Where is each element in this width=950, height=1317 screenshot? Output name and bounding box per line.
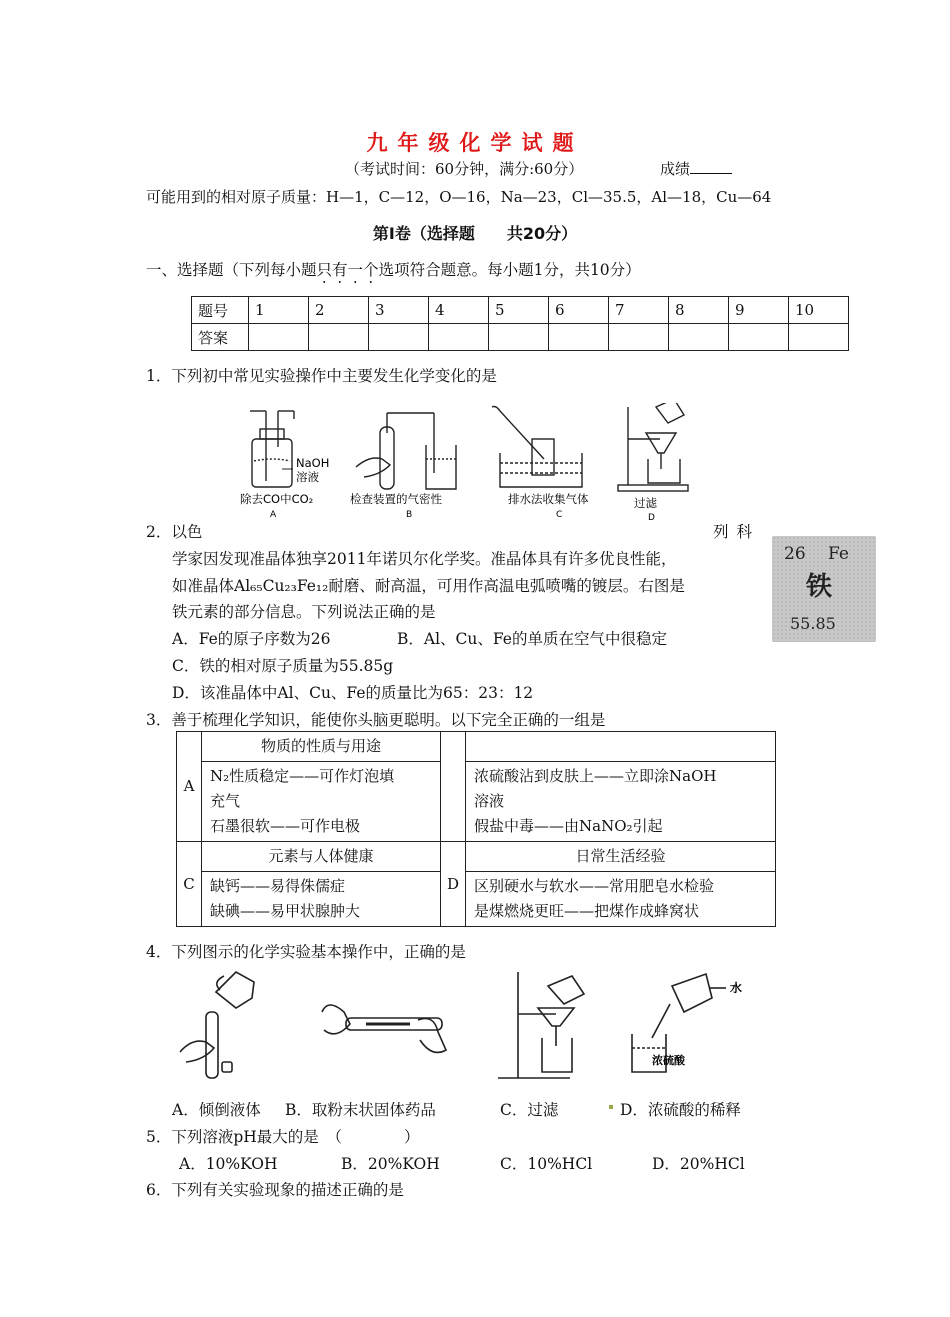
q1-apparatus-figure	[230, 403, 700, 523]
q1-caption-d: 过滤	[634, 496, 657, 510]
q3-a-body	[202, 762, 441, 842]
q2-line3: 如准晶体Al₆₅Cu₂₃Fe₁₂耐磨、耐高温，可用作高温电弧喷嘴的镀层。右图是	[172, 577, 685, 595]
q1-caption-a: 除去CO中CO₂	[240, 492, 314, 506]
q1-stem: 1．下列初中常见实验操作中主要发生化学变化的是	[146, 367, 497, 385]
powder-spatula-icon	[322, 1005, 446, 1052]
answer-cell[interactable]	[609, 324, 669, 351]
part1-prefix: 一、选择题（下列每小题	[146, 261, 317, 279]
answer-table	[191, 296, 849, 351]
naoh-label-2: 溶液	[296, 470, 319, 484]
answer-table-row2-label: 答案	[192, 324, 249, 351]
answer-cell[interactable]	[309, 324, 369, 351]
q5-option-b[interactable]: B．20%KOH	[341, 1155, 440, 1173]
q2-line1-right: 列科	[713, 523, 761, 541]
q3-d-head: 日常生活经验	[466, 842, 776, 872]
q4-operations-figure	[170, 968, 770, 1086]
q2-line2: 学家因发现准晶体独享2011年诺贝尔化学奖。准晶体具有许多优良性能，	[172, 550, 677, 568]
q5-option-c[interactable]: C．10%HCl	[500, 1155, 593, 1173]
answer-table-row1-label: 题号	[192, 297, 249, 324]
emphasis-char: 个	[363, 261, 379, 279]
q2-line1-left: 2．以色	[146, 523, 203, 541]
answer-cell[interactable]	[429, 324, 489, 351]
answer-cell[interactable]	[729, 324, 789, 351]
water-displacement-icon	[492, 407, 582, 488]
gas-washing-bottle-icon	[250, 411, 294, 487]
q3-b-line: 浓硫酸沾到皮肤上——立即涂NaOH	[474, 767, 717, 785]
acid-label: 浓硫酸	[652, 1054, 685, 1067]
q3-c-head: 元素与人体健康	[202, 842, 441, 872]
answer-table-number: 10	[789, 297, 849, 324]
q4-option-d[interactable]: D．浓硫酸的稀释	[620, 1101, 741, 1119]
q1-caption-b: 检查装置的气密性	[350, 492, 442, 506]
q3-b-head	[466, 732, 776, 762]
q1-letter-c: C	[556, 510, 563, 520]
answer-cell[interactable]	[369, 324, 429, 351]
stray-mark	[609, 1105, 613, 1109]
airtightness-check-icon	[356, 413, 456, 489]
q3-c-line: 缺碘——易甲状腺肿大	[210, 902, 361, 920]
q2-option-d[interactable]: D．该准晶体中Al、Cu、Fe的质量比为65：23：12	[172, 684, 534, 702]
q2-line4: 铁元素的部分信息。下列说法正确的是	[172, 603, 436, 621]
q2-option-c[interactable]: C．铁的相对原子质量为55.85g	[172, 657, 394, 675]
q3-letter-d: D	[441, 842, 466, 927]
answer-table-number: 6	[549, 297, 609, 324]
element-number: 26	[784, 544, 806, 564]
q3-letter-a: A	[177, 732, 202, 842]
q1-caption-c: 排水法收集气体	[508, 492, 589, 506]
q3-d-line: 是煤燃烧更旺——把煤作成蜂窝状	[474, 902, 700, 920]
answer-cell[interactable]	[249, 324, 309, 351]
score-label: 成绩	[660, 160, 691, 178]
q3-a-line: 石墨很软——可作电极	[210, 817, 361, 835]
emphasis-char: 只	[316, 261, 333, 279]
naoh-label-1: NaOH	[296, 456, 330, 470]
water-label: 水	[730, 981, 743, 995]
iron-element-card	[772, 536, 876, 642]
answer-table-number: 4	[429, 297, 489, 324]
q3-letter-c: C	[177, 842, 202, 927]
q3-d-line: 区别硬水与软水——常用肥皂水检验	[474, 877, 715, 895]
filtration-icon	[618, 403, 688, 491]
answer-cell[interactable]	[549, 324, 609, 351]
part1-instructions	[146, 258, 641, 280]
emphasis-char: 有	[332, 261, 348, 279]
q2-option-a[interactable]: A．Fe的原子序数为26	[172, 630, 331, 648]
answer-table-number: 3	[369, 297, 429, 324]
pouring-liquid-icon	[180, 972, 254, 1078]
q3-knowledge-table	[176, 731, 776, 927]
q3-b-body	[466, 762, 776, 842]
q3-a-line: 充气	[210, 792, 241, 810]
answer-cell[interactable]	[789, 324, 849, 351]
q4-option-c[interactable]: C．过滤	[500, 1101, 559, 1119]
q4-option-a[interactable]: A．倾倒液体	[172, 1101, 261, 1119]
element-name: 铁	[806, 572, 833, 602]
section-title: 第Ⅰ卷（选择题 共20分）	[372, 224, 578, 243]
element-mass: 55.85	[790, 614, 836, 633]
q1-letter-b: B	[406, 510, 413, 520]
filtration-apparatus-icon	[498, 972, 584, 1078]
exam-title: 九年级化学试题	[366, 131, 584, 155]
q5-stem: 5．下列溶液pH最大的是 （ ）	[146, 1128, 420, 1146]
part1-emphasis	[317, 261, 379, 279]
answer-cell[interactable]	[489, 324, 549, 351]
q4-option-b[interactable]: B．取粉末状固体药品	[285, 1101, 436, 1119]
emphasis-char: 一	[347, 261, 364, 279]
answer-cell[interactable]	[669, 324, 729, 351]
answer-table-number: 5	[489, 297, 549, 324]
q3-stem: 3．善于梳理化学知识，能使你头脑更聪明。以下完全正确的一组是	[146, 711, 606, 729]
score-blank[interactable]	[690, 159, 732, 174]
q3-b-line: 溶液	[474, 792, 505, 810]
part1-suffix: 选项符合题意。每小题1分，共10分）	[378, 261, 641, 279]
q3-letter-b	[441, 732, 466, 842]
answer-table-number: 2	[309, 297, 369, 324]
q1-letter-d: D	[648, 513, 655, 523]
q4-stem: 4．下列图示的化学实验基本操作中，正确的是	[146, 943, 466, 961]
q3-c-line: 缺钙——易得侏儒症	[210, 877, 346, 895]
answer-table-number: 1	[249, 297, 309, 324]
answer-table-number: 7	[609, 297, 669, 324]
answer-table-number: 8	[669, 297, 729, 324]
score-field	[660, 158, 732, 179]
element-symbol: Fe	[828, 544, 849, 564]
answer-table-answer-row	[192, 324, 849, 351]
q3-c-body	[202, 872, 441, 927]
q3-a-head: 物质的性质与用途	[202, 732, 441, 762]
q6-stem: 6．下列有关实验现象的描述正确的是	[146, 1181, 404, 1199]
q1-letter-a: A	[270, 510, 277, 520]
q5-option-d[interactable]: D．20%HCl	[652, 1155, 745, 1173]
q3-a-line: N₂性质稳定——可作灯泡填	[210, 767, 395, 785]
q3-d-body	[466, 872, 776, 927]
answer-table-number: 9	[729, 297, 789, 324]
q3-b-line: 假盐中毒——由NaNO₂引起	[474, 817, 663, 835]
exam-subtitle: （考试时间：60分钟，满分:60分）	[345, 160, 584, 178]
q5-option-a[interactable]: A．10%KOH	[179, 1155, 278, 1173]
atomic-masses: 可能用到的相对原子质量：H—1，C—12，O—16，Na—23，Cl—35.5，Al—18，Cu—64	[146, 188, 772, 206]
answer-table-number-row	[192, 297, 849, 324]
q2-option-b[interactable]: B．Al、Cu、Fe的单质在空气中很稳定	[397, 630, 667, 648]
